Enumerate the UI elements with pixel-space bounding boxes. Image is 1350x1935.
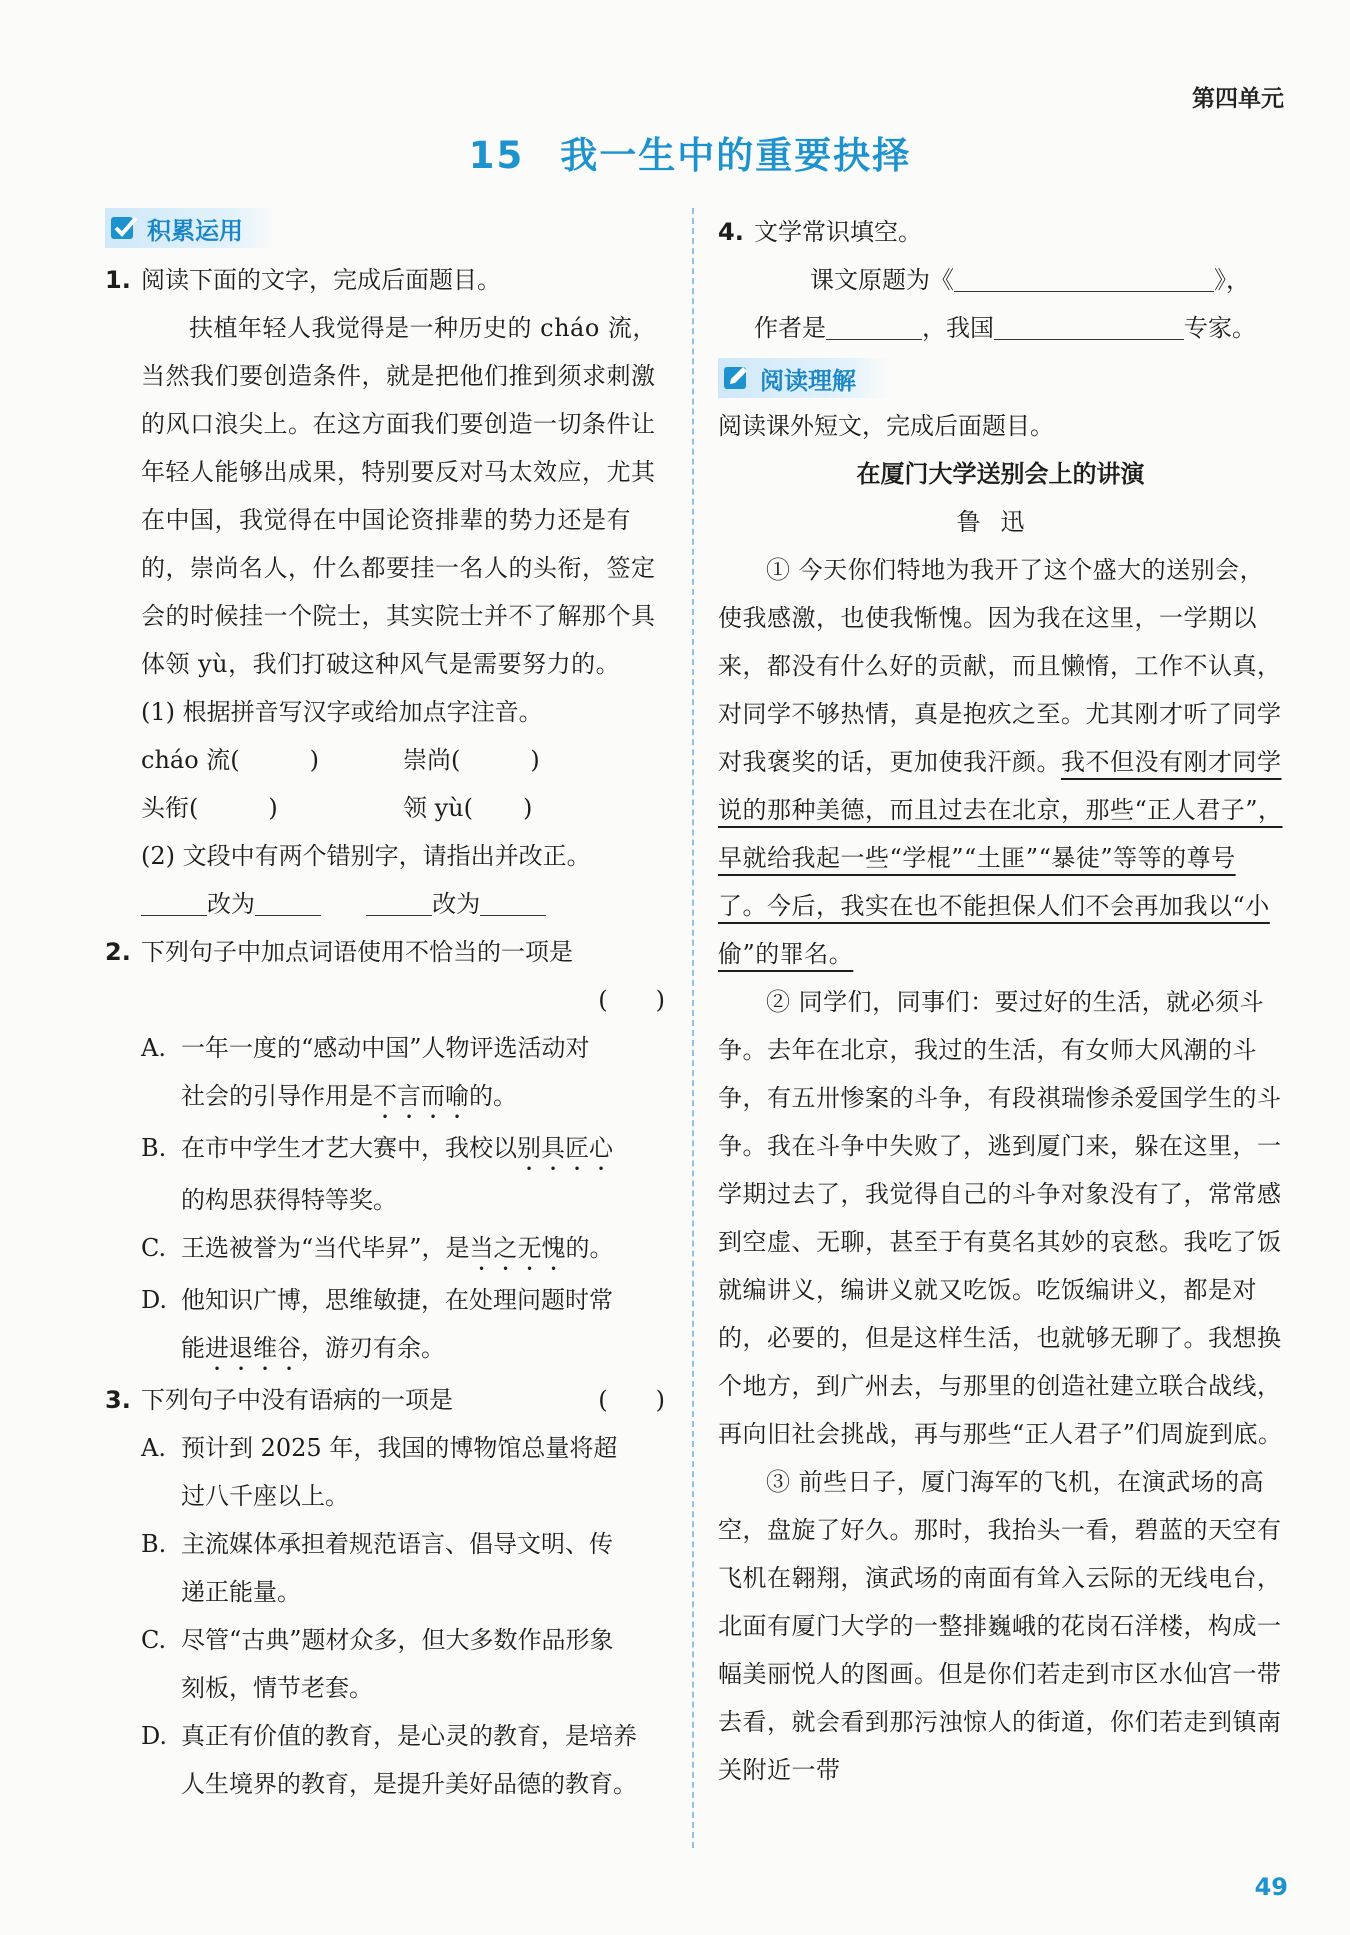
answer-blank[interactable]: [480, 885, 546, 916]
right-column: [718, 208, 1283, 1794]
q1-item-chao: cháo 流(: [141, 746, 240, 774]
checkbox-icon: [109, 213, 139, 243]
q1-passage: 扶植年轻人我觉得是一种历史的 cháo 流，当然我们要创造条件，就是把他们推到须求刺激的风口浪尖上。在这方面我们要创造一切条件让年轻人能够出成果，特别要反对马太效应，尤其在中国，我觉得在中国论资排辈的势力还是有的，崇尚名人，什么都要挂一名人的头衔，签定会的时候挂一个院士，其实院士并不了解那个具体领 yù，我们打破这种风气是需要努力的。: [141, 314, 657, 678]
section-badge-accumulate: [105, 208, 277, 248]
section-label: 积累运用: [147, 216, 243, 245]
q4-line2: 作者是 ，我国 专家。: [718, 304, 1283, 352]
q1-change-row: 改为 改为: [105, 880, 665, 928]
question-prompt: 下列句子中加点词语使用不恰当的一项是: [141, 938, 573, 966]
q3-option-a: A. 预计到 2025 年，我国的博物馆总量将超 过八千座以上。: [141, 1434, 618, 1510]
q3-option-d: D. 真正有价值的教育，是心灵的教育，是培养 人生境界的教育，是提升美好品德的教育。: [141, 1722, 637, 1798]
unit-label: 第四单元: [1192, 86, 1284, 112]
question-number: 2.: [105, 938, 131, 966]
q1-item-touxian: 头衔(: [141, 794, 199, 822]
q3-option-c: C. 尽管“古典”题材众多，但大多数作品形象 刻板，情节老套。: [141, 1626, 614, 1702]
section-badge-reading: [718, 358, 890, 398]
q4-line1: 课文原题为《 》，: [718, 256, 1283, 304]
question-2: [105, 928, 665, 976]
left-column: [105, 208, 665, 1808]
answer-blank[interactable]: [255, 885, 321, 916]
dotted-word: 当之无愧: [469, 1234, 566, 1262]
q2-option-b: B. 在市中学生才艺大赛中，我校以别具匠心 的构思获得特等奖。: [141, 1134, 613, 1214]
paragraph-2: ② 同学们，同事们：要过好的生活，就必须斗争。去年在北京，我过的生活，有女师大风潮的斗争，有五卅惨案的斗争，有段祺瑞惨杀爱国学生的斗争。我在斗争中失败了，逃到厦门来，躲在这里，一学期过去了，我觉得自己的斗争对象没有了，常常感到空虚、无聊，甚至于有莫名其妙的哀愁。我吃了饭就编讲义，编讲义就又吃饭。吃饭编讲义，都是对的，必要的，但是这样生活，也就够无聊了。我想换个地方，到广州去，与那里的创造社建立联合战线，再向旧社会挑战，再与那些“正人君子”们周旋到底。: [718, 988, 1283, 1448]
answer-blank[interactable]: [994, 309, 1184, 340]
q1-items-row1: cháo 流( ) 崇尚( ): [141, 746, 540, 774]
paragraph-1: ① 今天你们特地为我开了这个盛大的送别会，使我感激，也使我惭愧。因为我在这里，一学期以来，都没有什么好的贡献，而且懒惰，工作不认真，对同学不够热情，真是抱疚之至。尤其刚才听了同学对我褒奖的话，更加使我汗颜。我不但没有刚才同学说的那种美德，而且过去在北京，那些“正人君子”，早就给我起一些“学棍”“土匪”“暴徒”等等的尊号了。今后，我实在也不能担保人们不会再加我以“小偷”的罪名。: [718, 556, 1283, 968]
page-number: 49: [1254, 1873, 1288, 1901]
article-author: 鲁迅: [956, 508, 1045, 536]
question-number: 1.: [105, 266, 131, 294]
section-label: 阅读理解: [760, 366, 856, 395]
answer-paren[interactable]: ( ): [598, 1386, 665, 1414]
question-number: 4.: [718, 218, 744, 246]
question-4: [718, 208, 1283, 256]
q1-item-lingyu: 领 yù(: [403, 794, 474, 822]
q2-option-c: C. 王选被誉为“当代毕昇”，是当之无愧的。: [141, 1234, 614, 1262]
q3-option-b: B. 主流媒体承担着规范语言、倡导文明、传 递正能量。: [141, 1530, 613, 1606]
q2-option-a: A. 一年一度的“感动中国”人物评选活动对 社会的引导作用是不言而喻的。: [141, 1034, 590, 1110]
underlined-sentence: 我不但没有刚才同学说的那种美德，而且过去在北京，那些“正人君子”，早就给我起一些“学棍”“土匪”“暴徒”等等的尊号了。今后，我实在也不能担保人们不会再加我以“小偷”的罪名。: [718, 748, 1283, 968]
question-1: [105, 256, 665, 304]
question-prompt: 文学常识填空。: [754, 218, 922, 246]
article-title: 在厦门大学送别会上的讲演: [856, 460, 1145, 488]
reading-prompt: 阅读课外短文，完成后面题目。: [718, 412, 1054, 440]
answer-blank[interactable]: [366, 885, 432, 916]
question-prompt: 阅读下面的文字，完成后面题目。: [141, 266, 501, 294]
q1-sub2: (2) 文段中有两个错别字，请指出并改正。: [141, 842, 591, 870]
answer-blank[interactable]: [826, 309, 922, 340]
lesson-title-text: 我一生中的重要抉择: [560, 134, 912, 177]
column-divider: [692, 208, 694, 1848]
q2-option-d: D. 他知识广博，思维敏捷，在处理问题时常 能进退维谷，游刃有余。: [141, 1286, 613, 1362]
dotted-word: 进退维谷: [205, 1334, 301, 1362]
lesson-number: 15: [468, 134, 525, 177]
pencil-icon: [722, 363, 752, 393]
q1-sub1: (1) 根据拼音写汉字或给加点字注音。: [141, 698, 543, 726]
answer-paren[interactable]: ( ): [598, 986, 665, 1014]
q1-items-row2: 头衔( ) 领 yù( ): [141, 794, 533, 822]
answer-blank[interactable]: [954, 261, 1214, 292]
question-prompt: 下列句子中没有语病的一项是: [141, 1386, 453, 1414]
lesson-title: [0, 125, 1350, 179]
question-3: [105, 1376, 665, 1424]
dotted-word: 不言而喻: [373, 1082, 469, 1110]
question-number: 3.: [105, 1386, 131, 1414]
dotted-word: 别具匠心: [517, 1134, 613, 1162]
answer-blank[interactable]: [141, 885, 207, 916]
paragraph-3: ③ 前些日子，厦门海军的飞机，在演武场的高空，盘旋了好久。那时，我抬头一看，碧蓝的天空有飞机在翱翔，演武场的南面有耸入云际的无线电台，北面有厦门大学的一整排巍峨的花岗石洋楼，构成一幅美丽悦人的图画。但是你们若走到市区水仙宫一带去看，就会看到那污浊惊人的街道，你们若走到镇南关附近一带: [718, 1468, 1282, 1784]
q1-item-chongshang: 崇尚(: [403, 746, 461, 774]
